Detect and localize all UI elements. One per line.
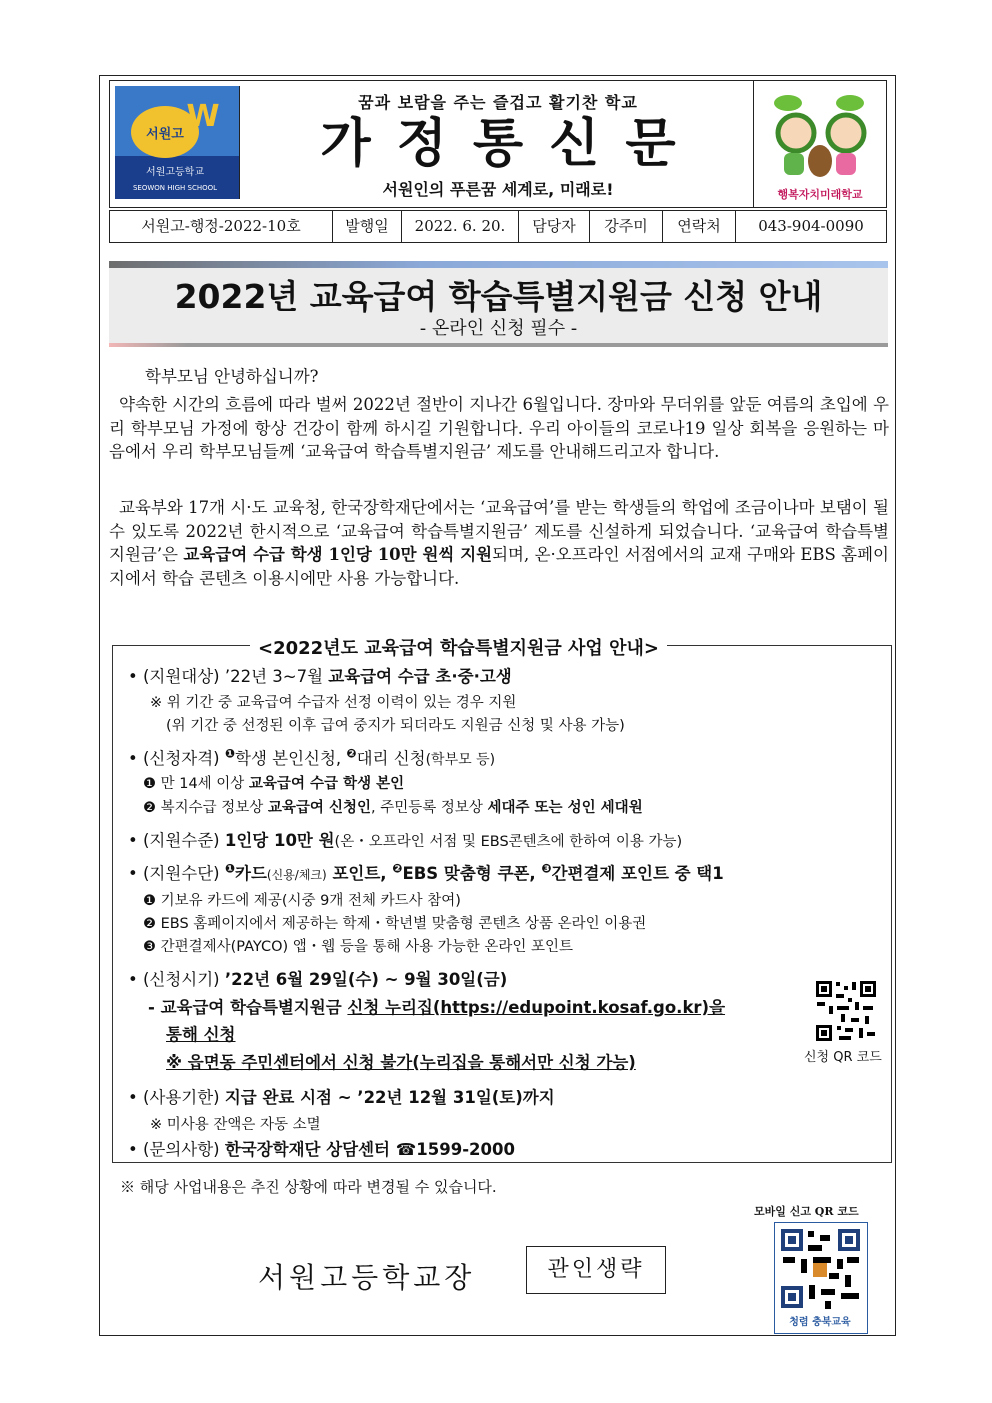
change-notice: ※ 해당 사업내용은 추진 상황에 따라 변경될 수 있습니다. [120,1178,497,1196]
support-level-item: • (지원수준) 1인당 10만 원(온・오프라인 서점 및 EBS콘텐츠에 한하여 이용 가능) [128,831,683,850]
seal-omitted: 관인생략 [526,1246,666,1294]
svg-text:W: W [186,99,220,134]
issue-date-label: 발행일 [333,211,402,242]
manager-label: 담당자 [519,211,590,242]
target-item: • (지원대상) ’22년 3~7월 교육급여 수급 초·중·고생 [128,667,512,686]
issue-date: 2022. 6. 20. [402,211,519,242]
qualification-item: • (신청자격) $^❶$학생 본인신청, $^❷$대리 신청(학부모 등) [128,746,496,768]
newsletter-header [109,80,887,208]
qualification-1: ❶ 만 14세 이상 교육급여 수급 학생 본인 [143,776,405,792]
means-1: ❶ 기보유 카드에 제공(시중 9개 전체 카드사 참여) [143,893,461,909]
means-3: ❸ 간편결제사(PAYCO) 앱・웹 등을 통해 사용 가능한 온라인 포인트 [143,939,574,955]
issue-info-row [109,210,887,243]
notice-title: 2022년 교육급여 학습특별지원금 신청 안내 [174,277,823,316]
title-banner [109,261,888,347]
notice-subtitle: - 온라인 신청 필수 - [419,318,578,339]
support-means-item: • (지원수단) $^❶$카드(신용/체크) 포인트, $^❷$EBS 맞춤형 쿠폰, $^❸$간편결제 포인트 중 택1 [128,861,724,883]
target-note-2: (위 기간 중 선정된 이후 급여 중지가 되더라도 지원금 신청 및 사용 가능) [166,718,625,734]
application-site-link[interactable]: 신청 누리집(https://edupoint.kosaf.go.kr)을 [347,998,726,1017]
application-site-line2: 통해 신청 [166,1025,236,1044]
application-qr-caption: 신청 QR 코드 [804,1050,882,1065]
application-restriction: ※ 읍면동 주민센터에서 신청 불가(누리집을 통해서만 신청 가능) [166,1053,636,1072]
intro-paragraph: 약속한 시간의 흐름에 따라 벌써 2022년 절반이 지나간 6월입니다. 장마와 무더위를 앞둔 여름의 초입에 우리 학부모님 가정에 항상 건강이 함께 하시길 기원합니다. 우리 아이들의 코로나19 일상 회복을 응원하는 마음에서 우리 학부모님들께 ‘교육급여 학습특별지원금’ 제도를 안내해드리고자 합니다. [109,395,889,461]
principal-signature: 서원고등학교장 [258,1261,476,1294]
usage-note: ※ 미사용 잔액은 자동 소멸 [150,1117,321,1133]
manager-name: 강주미 [590,211,663,242]
qualification-2: ❷ 복지수급 정보상 교육급여 신청인, 주민등록 정보상 세대주 또는 성인 세대원 [143,800,643,816]
program-paragraph: 교육부와 17개 시·도 교육청, 한국장학재단에서는 ‘교육급여’를 받는 학생들의 학업에 조금이나마 보탬이 될 수 있도록 2022년 한시적으로 ‘교육급여 학습특별지원금’ 제도를 신설하게 되었습니다. ‘교육급여 학습특별지원금’은 교육급여 수급 학생 1인당 10만 원씩 지원되며, 온·오프라인 서점에서의 교재 구매와 EBS 홈페이지에서 학습 콘텐츠 이용시에만 사용 가능합니다. [109,498,889,588]
logo-caption: 서원고등학교 [146,167,204,178]
inquiry-item: • (문의사항) 한국장학재단 상담센터 ☎1599-2000 [128,1140,515,1159]
school-slogan: 꿈과 보람을 주는 즐겁고 활기찬 학교 [358,93,638,112]
mascot-caption: 행복자치미래학교 [777,188,863,201]
sub-slogan: 서원인의 푸른꿈 세계로, 미래로! [382,180,614,199]
mobile-report-qr-code[interactable] [774,1222,868,1334]
greeting: 학부모님 안녕하십니까? [145,367,319,386]
usage-period-item: • (사용기한) 지급 완료 시점 ~ ’22년 12월 31일(토)까지 [128,1088,555,1107]
target-note-1: ※ 위 기간 중 교육급여 수급자 선정 이력이 있는 경우 지원 [150,695,517,711]
mobile-qr-caption: 청렴 충북교육 [789,1317,851,1328]
program-box-title: <2022년도 교육급여 학습특별지원금 사업 안내> [250,634,667,660]
application-period-item: • (신청시기) ’22년 6월 29일(수) ~ 9월 30일(금) [128,970,508,989]
contact-label: 연락처 [663,211,736,242]
means-2: ❷ EBS 홈페이지에서 제공하는 학제・학년별 맞춤형 콘텐츠 상품 온라인 이용권 [143,916,647,932]
mascot-logo [753,81,886,207]
masthead-title: 가정통신문 [320,113,702,174]
school-logo [115,86,240,199]
application-qr-code[interactable] [815,980,877,1042]
doc-number: 서원고-행정-2022-10호 [110,211,333,242]
application-site: - 교육급여 학습특별지원금 신청 누리집(https://edupoint.kosaf.go.kr)을 [148,998,726,1017]
mobile-qr-label: 모바일 신고 QR 코드 [754,1205,859,1218]
contact-number: 043-904-0090 [758,217,864,235]
logo-text: 서원고 [146,127,184,142]
logo-caption-en: SEOWON HIGH SCHOOL [132,184,218,192]
